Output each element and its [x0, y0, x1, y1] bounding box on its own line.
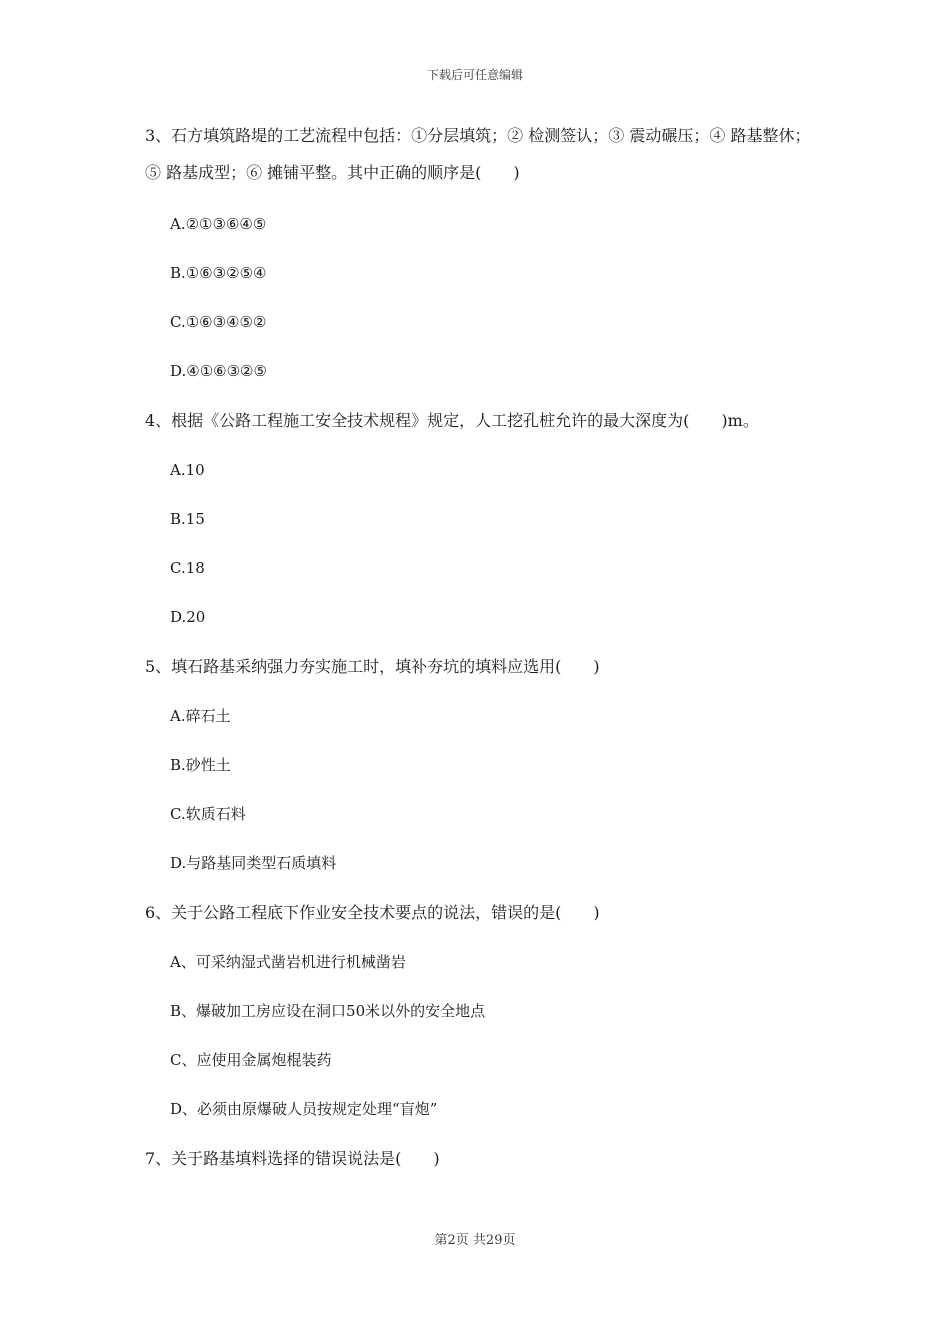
question-5-option-d: D.与路基同类型石质填料	[170, 854, 337, 872]
page-header: 下载后可任意编辑	[426, 68, 523, 82]
question-4-option-b: B.15	[170, 510, 205, 528]
question-4-option-c: C.18	[170, 559, 205, 577]
question-5-option-b: B.砂性土	[170, 756, 231, 774]
question-5-stem: 5、填石路基采纳强力夯实施工时，填补夯坑的填料应选用( )	[145, 657, 600, 676]
question-3-option-b: B.①⑥③②⑤④	[170, 264, 267, 282]
question-6-option-d: D、必须由原爆破人员按规定处理“盲炮”	[170, 1100, 438, 1118]
question-3-stem: 3、石方填筑路堤的工艺流程中包括：①分层填筑；② 检测签认；③ 震动碾压；④ 路基整休；⑤ 路基成型；⑥ 摊铺平整。其中正确的顺序是( )	[145, 126, 811, 182]
question-6-option-a: A、可采纳湿式凿岩机进行机械凿岩	[170, 953, 406, 971]
question-3-option-c: C.①⑥③④⑤②	[170, 313, 267, 331]
page-footer: 第2页 共29页	[434, 1233, 516, 1248]
question-4-option-a: A.10	[170, 461, 205, 479]
question-7-stem: 7、关于路基填料选择的错误说法是( )	[145, 1149, 440, 1168]
question-5-option-c: C.软质石料	[170, 805, 246, 823]
question-4-stem: 4、根据《公路工程施工安全技术规程》规定，人工挖孔桩允许的最大深度为( )m。	[145, 411, 759, 430]
question-6-stem: 6、关于公路工程底下作业安全技术要点的说法，错误的是( )	[145, 903, 600, 922]
question-6-option-c: C、应使用金属炮棍装药	[170, 1051, 332, 1069]
question-3-option-a: A.②①③⑥④⑤	[170, 215, 267, 233]
question-5-option-a: A.碎石土	[170, 707, 231, 725]
question-4-option-d: D.20	[170, 608, 206, 626]
question-6-option-b: B、爆破加工房应设在洞口50米以外的安全地点	[170, 1002, 486, 1020]
question-3-option-d: D.④①⑥③②⑤	[170, 362, 267, 380]
